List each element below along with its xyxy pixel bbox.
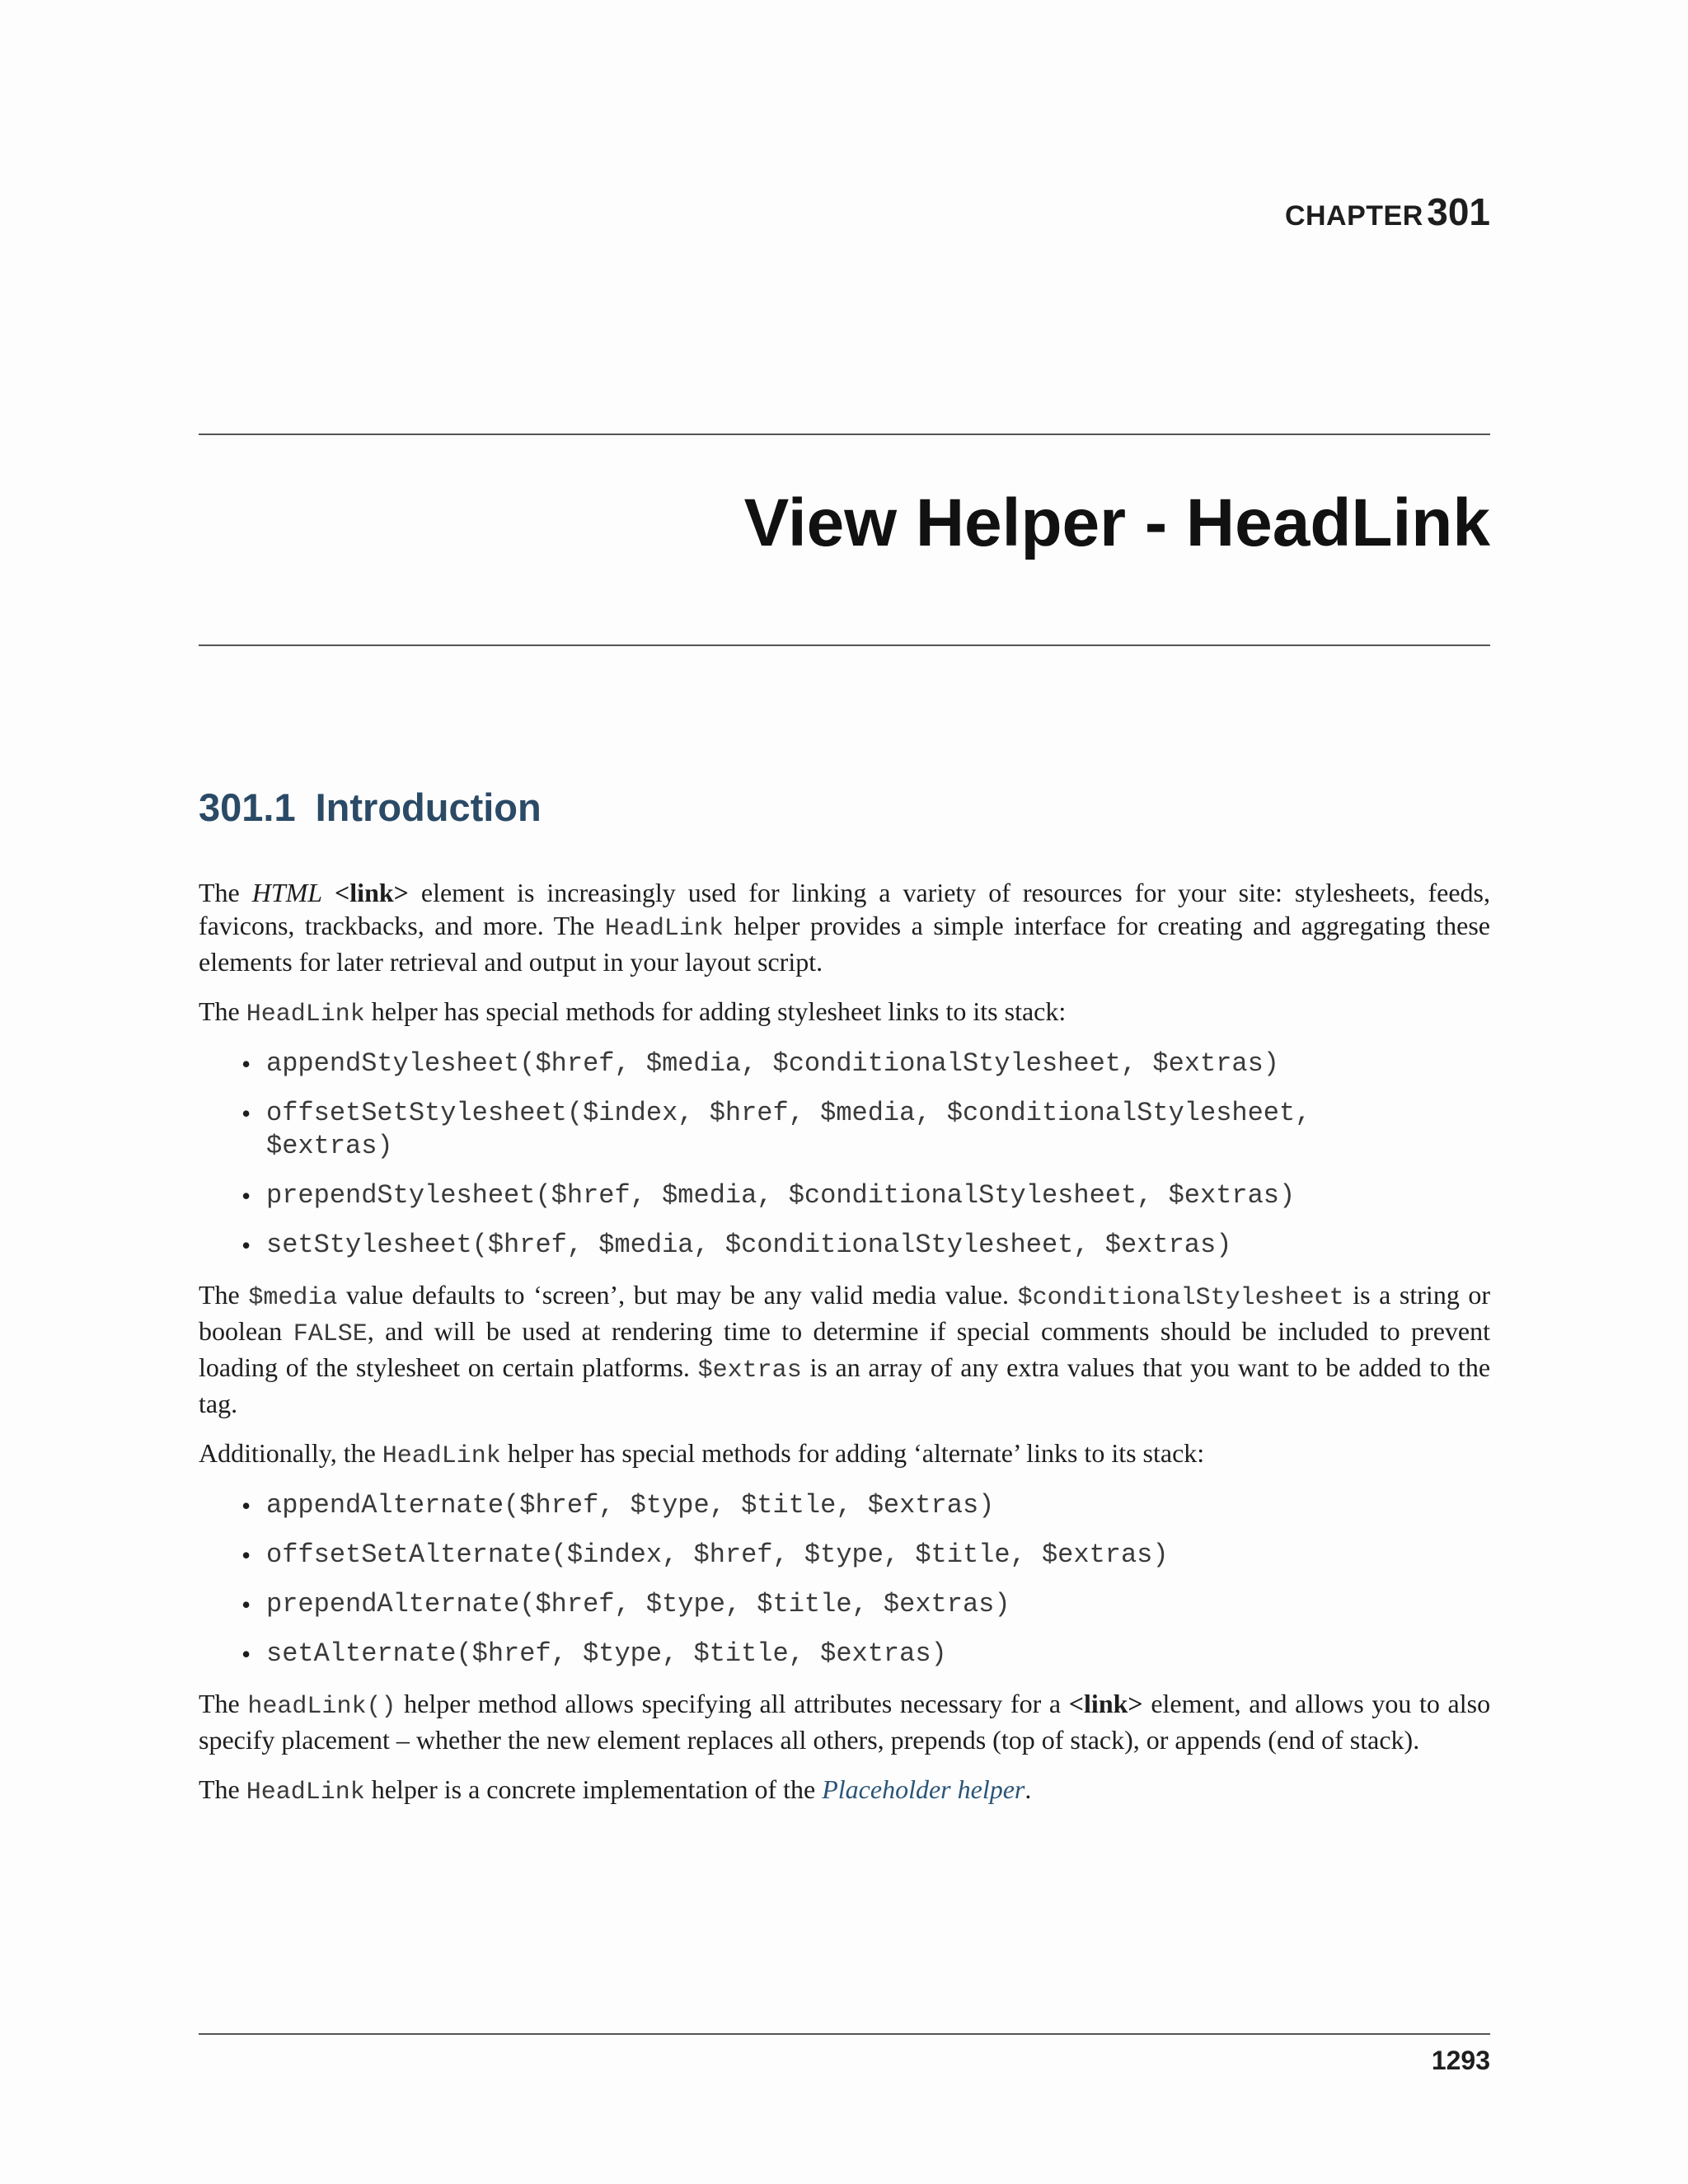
inline-code: FALSE bbox=[293, 1320, 368, 1348]
bullet: • bbox=[241, 1049, 251, 1079]
list-item: • appendAlternate($href, $type, $title, $extras) bbox=[241, 1490, 995, 1521]
link-tag: <link> bbox=[335, 878, 409, 907]
page-number: 1293 bbox=[1431, 2046, 1490, 2075]
bullet: • bbox=[241, 1491, 251, 1521]
list-item: • setAlternate($href, $type, $title, $extras) bbox=[241, 1638, 947, 1669]
bullet: • bbox=[241, 1590, 251, 1619]
bullet: • bbox=[241, 1540, 251, 1570]
section-body bbox=[199, 876, 1490, 1825]
bullet: • bbox=[241, 1639, 251, 1669]
inline-code: HeadLink bbox=[246, 1001, 365, 1029]
placeholder-helper-link[interactable]: Placeholder helper bbox=[822, 1774, 1025, 1804]
section-title: Introduction bbox=[315, 785, 542, 829]
inline-code: $conditionalStylesheet bbox=[1017, 1284, 1344, 1312]
bullet: • bbox=[241, 1099, 251, 1128]
inline-code: $extras bbox=[697, 1357, 802, 1385]
section-number: 301.1 bbox=[199, 785, 296, 829]
chapter-word: CHAPTER bbox=[1284, 200, 1423, 232]
alternate-methods-list bbox=[199, 1489, 1490, 1671]
list-item: • setStylesheet($href, $media, $conditionalStylesheet, $extras) bbox=[241, 1230, 1232, 1260]
list-item: • appendStylesheet($href, $media, $conditionalStylesheet, $extras) bbox=[241, 1048, 1279, 1079]
alternate-methods-intro: Additionally, the HeadLink helper has special methods for adding ‘alternate’ links to its stack: bbox=[199, 1438, 1205, 1470]
html-term: HTML bbox=[251, 878, 323, 907]
headlink-method-paragraph: The headLink() helper method allows specifying all attributes necessary for a <link> element, and allows you to also specify placement – whether the new element replaces all others, prepends (top of stack), or appends (end of stack). bbox=[199, 1689, 1491, 1755]
inline-code: HeadLink bbox=[382, 1442, 501, 1470]
chapter-label bbox=[1285, 190, 1490, 234]
stylesheet-methods-intro: The HeadLink helper has special methods for adding stylesheet links to its stack: bbox=[199, 996, 1067, 1029]
list-item: • offsetSetAlternate($index, $href, $type, $title, $extras) bbox=[241, 1540, 1169, 1570]
document-page bbox=[199, 0, 1490, 2184]
bullet: • bbox=[241, 1230, 251, 1260]
list-item: • prependStylesheet($href, $media, $conditionalStylesheet, $extras) bbox=[241, 1180, 1296, 1211]
footer-rule bbox=[199, 2033, 1490, 2035]
inline-code: $media bbox=[248, 1284, 338, 1312]
title-bottom-rule bbox=[199, 644, 1490, 646]
inline-code: HeadLink bbox=[246, 1779, 365, 1807]
title-top-rule bbox=[199, 434, 1490, 435]
intro-paragraph: The HTML <link> element is increasingly used for linking a variety of resources for your site: stylesheets, feeds, favicons, trackbacks, and more. The HeadLink helper provides a simple interface for creating and aggregating these elements for later retrieval and output in your layout script. bbox=[199, 878, 1491, 977]
list-item: • offsetSetStylesheet($index, $href, $media, $conditionalStylesheet, $extras) bbox=[241, 1098, 1311, 1161]
stylesheet-methods-list bbox=[199, 1047, 1490, 1262]
chapter-title: View Helper - HeadLink bbox=[743, 485, 1490, 560]
bullet: • bbox=[241, 1181, 251, 1211]
section-heading bbox=[199, 783, 542, 832]
link-tag: <link> bbox=[1068, 1689, 1143, 1718]
inline-code: HeadLink bbox=[604, 915, 724, 943]
media-paragraph: The $media value defaults to ‘screen’, but may be any valid media value. $conditionalStylesheet is a string or boolean FALSE, and will be used at rendering time to determine if special comments should be included to prevent loading of the stylesheet on certain platforms. $extras is an array of any extra values that you want to be added to the tag. bbox=[199, 1280, 1491, 1418]
placeholder-paragraph: The HeadLink helper is a concrete implementation of the Placeholder helper. bbox=[199, 1774, 1032, 1807]
inline-code: headLink() bbox=[247, 1693, 396, 1721]
chapter-number: 301 bbox=[1427, 190, 1490, 233]
list-item: • prependAlternate($href, $type, $title, $extras) bbox=[241, 1589, 1010, 1619]
